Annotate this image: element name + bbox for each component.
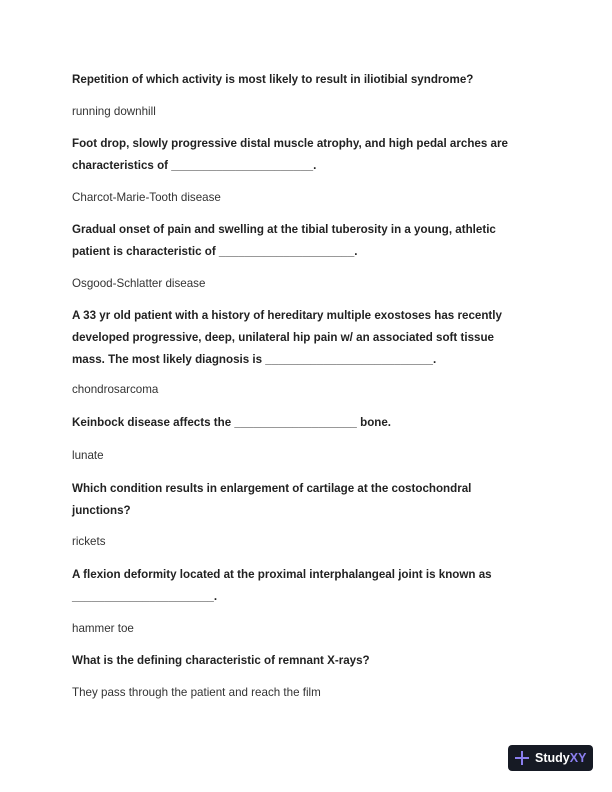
- logo-text: Study: [535, 751, 570, 765]
- question-4: A 33 yr old patient with a history of hereditary multiple exostoses has recently developed progressive, deep, unilateral hip pain w/ an associated soft tissue mass. The most likely diagnosis is __________________________.: [72, 309, 502, 366]
- answer-6: rickets: [72, 535, 106, 548]
- answer-3: Osgood-Schlatter disease: [72, 277, 206, 290]
- question-6: Which condition results in enlargement of cartilage at the costochondral junctions?: [72, 482, 472, 517]
- studyxy-logo: [508, 745, 593, 771]
- plus-icon: [515, 751, 529, 765]
- question-5: Keinbock disease affects the ___________________ bone.: [72, 416, 392, 429]
- question-7: A flexion deformity located at the proximal interphalangeal joint is known as ______________________.: [72, 568, 492, 603]
- question-3: Gradual onset of pain and swelling at the tibial tuberosity in a young, athletic patient is characteristic of _____________________.: [72, 223, 496, 258]
- question-8: What is the defining characteristic of remnant X-rays?: [72, 654, 370, 667]
- answer-4: chondrosarcoma: [72, 383, 159, 396]
- question-2: Foot drop, slowly progressive distal muscle atrophy, and high pedal arches are characteristics of ______________________.: [72, 137, 508, 172]
- logo-accent-text: XY: [569, 751, 587, 765]
- answer-8: They pass through the patient and reach the film: [72, 686, 321, 699]
- answer-1: running downhill: [72, 105, 156, 118]
- question-1: Repetition of which activity is most likely to result in iliotibial syndrome?: [72, 73, 474, 86]
- answer-5: lunate: [72, 449, 104, 462]
- answer-2: Charcot-Marie-Tooth disease: [72, 191, 221, 204]
- answer-7: hammer toe: [72, 622, 134, 635]
